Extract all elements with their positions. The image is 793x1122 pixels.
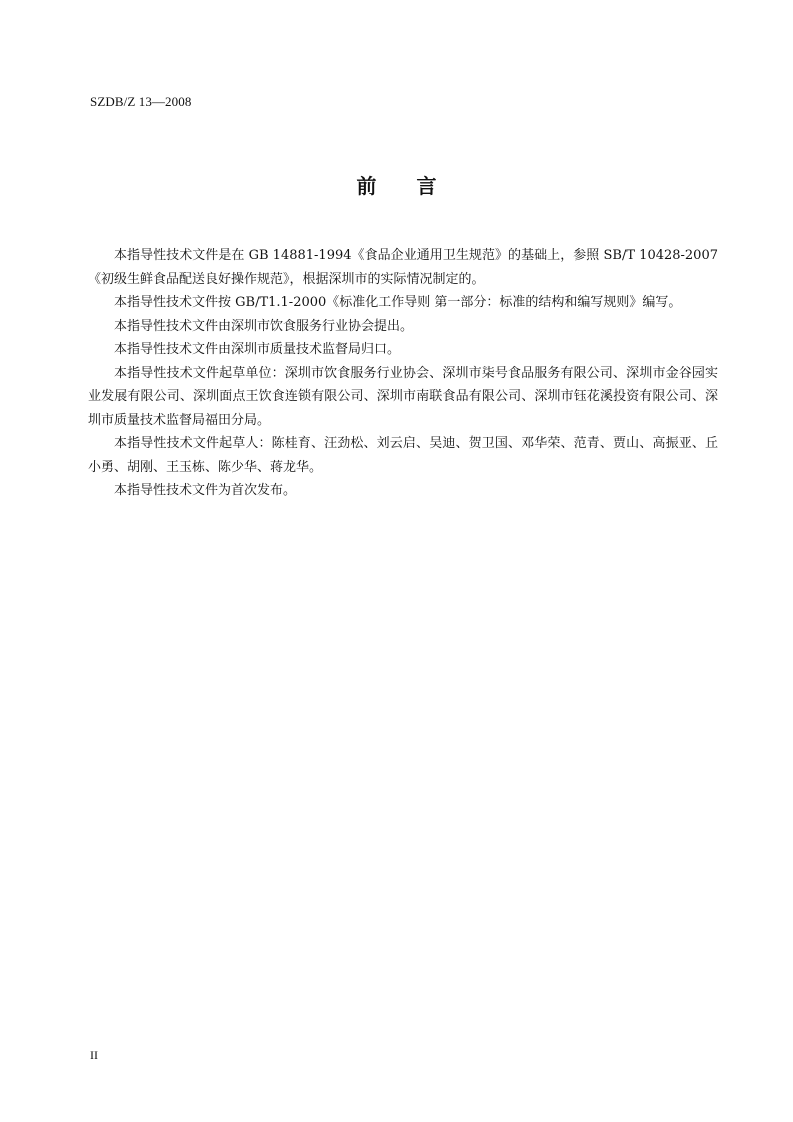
paragraph-drafting-rules: 本指导性技术文件按 GB/T1.1-2000《标准化工作导则 第一部分：标准的结构和编写规则》编写。 <box>114 295 682 310</box>
foreword-body <box>88 244 718 503</box>
title-char-2: 言 <box>416 174 437 198</box>
paragraph-administrator: 本指导性技术文件由深圳市质量技术监督局归口。 <box>114 342 401 357</box>
document-code: SZDB/Z 13—2008 <box>90 94 192 109</box>
title-char-1: 前 <box>356 174 377 198</box>
paragraph-basis: 本指导性技术文件是在 GB 14881-1994《食品企业通用卫生规范》的基础上，参照 SB/T 10428-2007《初级生鲜食品配送良好操作规范》，根据深圳市的实际情况制定的。 <box>88 248 718 287</box>
page-number: II <box>90 1048 98 1062</box>
paragraph-first-release: 本指导性技术文件为首次发布。 <box>114 483 297 498</box>
page-title <box>0 170 793 199</box>
paragraph-drafting-units: 本指导性技术文件起草单位：深圳市饮食服务行业协会、深圳市柒号食品服务有限公司、深圳市金谷园实业发展有限公司、深圳面点王饮食连锁有限公司、深圳市南联食品有限公司、深圳市钰花溪投资有限公司、深圳市质量技术监督局福田分局。 <box>88 365 718 428</box>
paragraph-drafters: 本指导性技术文件起草人：陈桂育、汪劲松、刘云启、吴迪、贺卫国、邓华荣、范青、贾山、高振亚、丘小勇、胡刚、王玉栋、陈少华、蒋龙华。 <box>88 436 718 475</box>
paragraph-proposer: 本指导性技术文件由深圳市饮食服务行业协会提出。 <box>114 318 414 334</box>
